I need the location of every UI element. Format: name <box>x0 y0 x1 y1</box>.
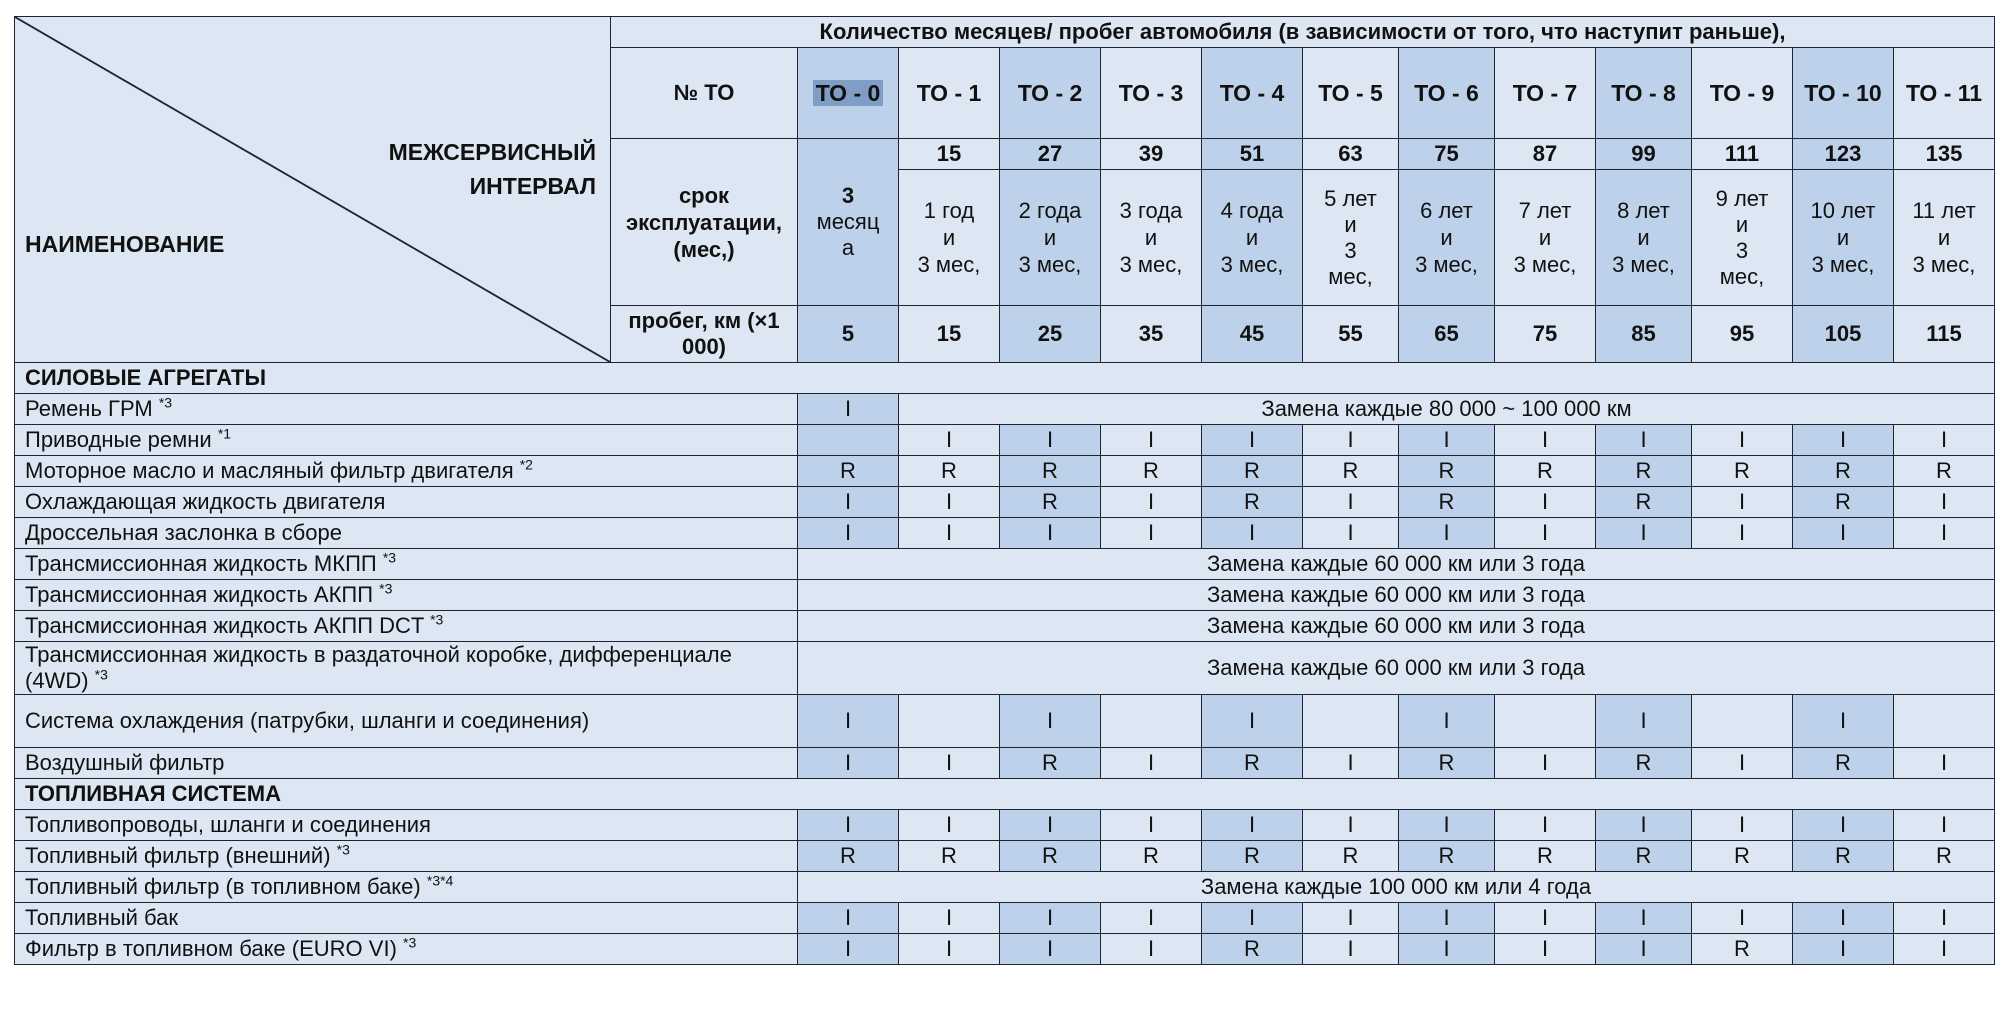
header-diagonal-cell <box>15 17 611 363</box>
cell-to-2: I <box>1000 810 1101 841</box>
term-3 <box>1101 170 1202 306</box>
item-name <box>15 872 798 903</box>
cell-to-8: I <box>1596 903 1692 934</box>
cell-to-8: I <box>1596 934 1692 965</box>
term-4 <box>1202 170 1303 306</box>
replacement-note: Замена каждые 60 000 км или 3 года <box>798 580 1995 611</box>
cell-to-10: I <box>1793 518 1894 549</box>
cell-to-4: I <box>1202 810 1303 841</box>
term-8-line: 3 мес, <box>1612 252 1675 277</box>
term-8 <box>1596 170 1692 306</box>
months-7: 87 <box>1495 139 1596 170</box>
footnote-ref: *3 <box>158 394 173 411</box>
item-name-text: Топливный фильтр (внешний) <box>25 843 331 868</box>
term-9 <box>1692 170 1793 306</box>
term-8-line: и <box>1637 225 1650 250</box>
cell-to-10: I <box>1793 810 1894 841</box>
term-11 <box>1894 170 1995 306</box>
term-to-0 <box>798 139 899 306</box>
item-name <box>15 903 798 934</box>
cell-to-11 <box>1894 695 1995 748</box>
cell-to-2: R <box>1000 487 1101 518</box>
km-11: 115 <box>1894 306 1995 363</box>
term-1-line: 3 мес, <box>917 252 981 277</box>
km-label: пробег, км (×1 000) <box>611 306 798 363</box>
km-10: 105 <box>1793 306 1894 363</box>
cell-to-3 <box>1101 695 1202 748</box>
to-header-0 <box>798 48 899 139</box>
cell-to-10: R <box>1793 456 1894 487</box>
interval-label-line: МЕЖСЕРВИСНЫЙ <box>388 139 596 165</box>
to-header-10: ТО - 10 <box>1793 48 1894 139</box>
item-name-text: Трансмиссионная жидкость АКПП <box>25 582 374 607</box>
cell-to-4: R <box>1202 841 1303 872</box>
cell-to-7: R <box>1495 841 1596 872</box>
cell-to-5: I <box>1303 810 1399 841</box>
cell-to-9: R <box>1692 934 1793 965</box>
cell-to-2: I <box>1000 518 1101 549</box>
term-9-line: 9 лет <box>1715 185 1769 211</box>
cell-to-5: I <box>1303 518 1399 549</box>
cell-to-3: I <box>1101 425 1202 456</box>
item-name-text: Система охлаждения (патрубки, шланги и соединения) <box>25 708 590 733</box>
term-7-line: 7 лет <box>1518 198 1572 223</box>
cell-to-6: R <box>1399 841 1495 872</box>
cell-to-2: I <box>1000 425 1101 456</box>
cell-to-2: R <box>1000 456 1101 487</box>
cell-to-4: R <box>1202 456 1303 487</box>
item-name <box>15 394 798 425</box>
term-4-line: 4 года <box>1220 198 1284 223</box>
name-column-label: НАИМЕНОВАНИЕ <box>25 231 225 257</box>
item-name-text: Топливопроводы, шланги и соединения <box>25 812 431 837</box>
replacement-note: Замена каждые 60 000 км или 3 года <box>798 642 1995 695</box>
term-5-line: мес, <box>1328 263 1373 289</box>
cell-to-5: R <box>1303 456 1399 487</box>
cell-to-11: I <box>1894 487 1995 518</box>
cell-to-10: R <box>1793 748 1894 779</box>
term-2-line: 2 года <box>1018 198 1082 223</box>
cell-to-11: I <box>1894 934 1995 965</box>
term-2-line: и <box>1043 225 1057 250</box>
cell-to-0: I <box>798 810 899 841</box>
term-10-line: 3 мес, <box>1811 252 1875 277</box>
km-2: 25 <box>1000 306 1101 363</box>
term-10-line: 10 лет <box>1810 198 1876 223</box>
term-10 <box>1793 170 1894 306</box>
km-6: 65 <box>1399 306 1495 363</box>
cell-to-1: I <box>899 518 1000 549</box>
cell-to-9: I <box>1692 903 1793 934</box>
table-row <box>15 695 1995 748</box>
months-1: 15 <box>899 139 1000 170</box>
table-row <box>15 748 1995 779</box>
item-name <box>15 642 798 695</box>
to-header-11: ТО - 11 <box>1894 48 1995 139</box>
cell-to-5: I <box>1303 748 1399 779</box>
cell-to-5: I <box>1303 425 1399 456</box>
cell-to-4: R <box>1202 934 1303 965</box>
item-name-text: Дроссельная заслонка в сборе <box>25 520 342 545</box>
months-10: 123 <box>1793 139 1894 170</box>
item-name <box>15 456 798 487</box>
cell-to-5: I <box>1303 487 1399 518</box>
item-name-text: Охлаждающая жидкость двигателя <box>25 489 386 514</box>
cell-to-11: I <box>1894 810 1995 841</box>
cell-to-7: I <box>1495 487 1596 518</box>
cell-to-1: I <box>899 903 1000 934</box>
cell-to-1: R <box>899 456 1000 487</box>
km-5: 55 <box>1303 306 1399 363</box>
cell-to-4: I <box>1202 425 1303 456</box>
item-name <box>15 425 798 456</box>
cell-to-3: R <box>1101 841 1202 872</box>
cell-to-10: I <box>1793 425 1894 456</box>
table-row <box>15 456 1995 487</box>
term-6-line: 6 лет <box>1420 198 1473 223</box>
term-to-0-unit: месяц <box>816 209 880 234</box>
cell-to-0: I <box>798 934 899 965</box>
term-7 <box>1495 170 1596 306</box>
footnote-ref: *3 <box>94 666 108 683</box>
term-10-line: и <box>1836 225 1850 250</box>
cell-to-2: I <box>1000 934 1101 965</box>
cell-to-11: R <box>1894 456 1995 487</box>
cell-to-7: I <box>1495 810 1596 841</box>
table-row <box>15 841 1995 872</box>
header-title: Количество месяцев/ пробег автомобиля (в зависимости от того, что наступит раньше), <box>611 17 1995 48</box>
cell-to-4: I <box>1202 903 1303 934</box>
cell-to-8: R <box>1596 841 1692 872</box>
table-row <box>15 903 1995 934</box>
months-6: 75 <box>1399 139 1495 170</box>
maintenance-table <box>14 16 1995 965</box>
cell-to-2: R <box>1000 748 1101 779</box>
table-row <box>15 611 1995 642</box>
term-7-line: 3 мес, <box>1513 252 1577 277</box>
footnote-ref: *3 <box>403 934 417 951</box>
term-6 <box>1399 170 1495 306</box>
table-row <box>15 394 1995 425</box>
cell-to-11: I <box>1894 903 1995 934</box>
cell-to-6: R <box>1399 748 1495 779</box>
cell-to-9: R <box>1692 456 1793 487</box>
cell-to-1: I <box>899 425 1000 456</box>
term-to-0-value: 3 <box>841 183 855 208</box>
cell-to-1 <box>899 695 1000 748</box>
cell-to-11: R <box>1894 841 1995 872</box>
interval-label <box>389 135 596 203</box>
item-name <box>15 487 798 518</box>
item-name-text: Приводные ремни <box>25 427 212 452</box>
maintenance-schedule <box>14 16 1983 965</box>
table-row <box>15 872 1995 903</box>
months-11: 135 <box>1894 139 1995 170</box>
term-3-line: и <box>1144 225 1158 250</box>
cell-to-3: R <box>1101 456 1202 487</box>
term-1 <box>899 170 1000 306</box>
cell-to-8: R <box>1596 456 1692 487</box>
to-number-label: № ТО <box>611 48 798 139</box>
item-name-text: Топливный бак <box>25 905 179 930</box>
section-title: ТОПЛИВНАЯ СИСТЕМА <box>15 779 1995 810</box>
months-9: 111 <box>1692 139 1793 170</box>
table-row <box>15 518 1995 549</box>
cell-to-0: I <box>798 487 899 518</box>
item-name-text: Трансмиссионная жидкость АКПП DCT <box>25 613 424 638</box>
cell-to-2: I <box>1000 903 1101 934</box>
cell-to-0: I <box>798 695 899 748</box>
term-1-line: 1 год <box>923 198 975 223</box>
cell-to-8: R <box>1596 748 1692 779</box>
cell-to-2: I <box>1000 695 1101 748</box>
footnote-ref: *3 <box>382 549 397 566</box>
cell-to-4: I <box>1202 695 1303 748</box>
item-name <box>15 611 798 642</box>
months-4: 51 <box>1202 139 1303 170</box>
term-4-line: и <box>1245 225 1259 250</box>
cell-to-6: R <box>1399 487 1495 518</box>
item-name <box>15 934 798 965</box>
to-header-4: ТО - 4 <box>1202 48 1303 139</box>
table-row <box>15 934 1995 965</box>
cell-to-3: I <box>1101 934 1202 965</box>
term-5-line: 3 <box>1344 237 1357 263</box>
cell-to-0 <box>798 425 899 456</box>
term-3-line: 3 мес, <box>1119 252 1183 277</box>
term-9-line: 3 <box>1735 237 1749 263</box>
item-name-text: Топливный фильтр (в топливном баке) <box>25 874 421 899</box>
cell-to-2: R <box>1000 841 1101 872</box>
term-2-line: 3 мес, <box>1018 252 1082 277</box>
item-name-text: Воздушный фильтр <box>25 750 225 775</box>
cell-to-11: I <box>1894 748 1995 779</box>
term-11-line: 11 лет <box>1912 198 1976 223</box>
term-5-line: и <box>1344 211 1357 237</box>
cell-to-8: I <box>1596 518 1692 549</box>
cell-to-1: I <box>899 934 1000 965</box>
cell-to-9: I <box>1692 487 1793 518</box>
cell-to-9: I <box>1692 748 1793 779</box>
cell-to-6: I <box>1399 903 1495 934</box>
km-1: 15 <box>899 306 1000 363</box>
term-to-0-unit-end: а <box>841 235 855 260</box>
item-name <box>15 549 798 580</box>
cell-to-3: I <box>1101 903 1202 934</box>
cell-to-11: I <box>1894 425 1995 456</box>
replacement-note: Замена каждые 100 000 км или 4 года <box>798 872 1995 903</box>
footnote-ref: *3 <box>430 611 444 628</box>
cell-to-5: R <box>1303 841 1399 872</box>
cell-to-10: R <box>1793 841 1894 872</box>
months-2: 27 <box>1000 139 1101 170</box>
cell-to-4: R <box>1202 748 1303 779</box>
term-5-line: 5 лет <box>1324 185 1377 211</box>
cell-to-5: I <box>1303 934 1399 965</box>
term-7-line: и <box>1538 225 1552 250</box>
item-name <box>15 841 798 872</box>
term-6-line: 3 мес, <box>1415 252 1478 277</box>
item-name-text: Фильтр в топливном баке (EURO VI) <box>25 936 397 961</box>
section-title: СИЛОВЫЕ АГРЕГАТЫ <box>15 363 1995 394</box>
cell-to-9 <box>1692 695 1793 748</box>
months-8: 99 <box>1596 139 1692 170</box>
cell-to-3: I <box>1101 518 1202 549</box>
cell-to-10: I <box>1793 934 1894 965</box>
cell-to-7: I <box>1495 903 1596 934</box>
cell-to-0: I <box>798 903 899 934</box>
replacement-note: Замена каждые 60 000 км или 3 года <box>798 611 1995 642</box>
cell-to-0: I <box>798 518 899 549</box>
cell-to-4: I <box>1202 518 1303 549</box>
cell-to-3: I <box>1101 487 1202 518</box>
table-row <box>15 580 1995 611</box>
term-9-line: мес, <box>1719 263 1765 289</box>
cell-to-7: I <box>1495 518 1596 549</box>
term-11-line: и <box>1937 225 1951 250</box>
item-name <box>15 518 798 549</box>
term-3-line: 3 года <box>1119 198 1183 223</box>
replacement-note: Замена каждые 60 000 км или 3 года <box>798 549 1995 580</box>
item-name-text: Ремень ГРМ <box>25 396 153 421</box>
cell-to-7: I <box>1495 425 1596 456</box>
cell-to-1: I <box>899 810 1000 841</box>
table-row <box>15 549 1995 580</box>
to-header-7: ТО - 7 <box>1495 48 1596 139</box>
to-header-9: ТО - 9 <box>1692 48 1793 139</box>
table-row <box>15 642 1995 695</box>
to-header-1: ТО - 1 <box>899 48 1000 139</box>
cell-to-7: I <box>1495 748 1596 779</box>
term-5 <box>1303 170 1399 306</box>
cell-to-5: I <box>1303 903 1399 934</box>
to-header-2: ТО - 2 <box>1000 48 1101 139</box>
cell-to-8: I <box>1596 810 1692 841</box>
cell-to-4: R <box>1202 487 1303 518</box>
item-name-text: Трансмиссионная жидкость в раздаточной коробке, дифференциале (4WD) <box>25 642 732 693</box>
months-3: 39 <box>1101 139 1202 170</box>
item-name-text: Моторное масло и масляный фильтр двигателя <box>25 458 514 483</box>
cell-to-0: I <box>798 748 899 779</box>
km-0: 5 <box>798 306 899 363</box>
cell-to-6: R <box>1399 456 1495 487</box>
replacement-note: Замена каждые 80 000 ~ 100 000 км <box>899 394 1995 425</box>
cell-to-9: R <box>1692 841 1793 872</box>
cell-to-5 <box>1303 695 1399 748</box>
term-4-line: 3 мес, <box>1220 252 1284 277</box>
cell-to-7 <box>1495 695 1596 748</box>
footnote-ref: *3 <box>379 580 393 597</box>
cell-to-10: I <box>1793 903 1894 934</box>
km-4: 45 <box>1202 306 1303 363</box>
cell-to-1: I <box>899 487 1000 518</box>
item-name <box>15 810 798 841</box>
footnote-ref: *3*4 <box>426 872 454 889</box>
cell-to-6: I <box>1399 934 1495 965</box>
interval-label-line: ИНТЕРВАЛ <box>469 173 596 199</box>
to-0-highlight: ТО - 0 <box>813 80 884 106</box>
term-11-line: 3 мес, <box>1912 252 1976 277</box>
km-7: 75 <box>1495 306 1596 363</box>
cell-to-0: R <box>798 841 899 872</box>
cell-to-6: I <box>1399 425 1495 456</box>
cell-to-6: I <box>1399 695 1495 748</box>
cell-to-9: I <box>1692 518 1793 549</box>
to-header-6: ТО - 6 <box>1399 48 1495 139</box>
cell-to-1: R <box>899 841 1000 872</box>
months-5: 63 <box>1303 139 1399 170</box>
cell-to-7: I <box>1495 934 1596 965</box>
cell-to-7: R <box>1495 456 1596 487</box>
cell-to-8: I <box>1596 695 1692 748</box>
term-1-line: и <box>942 225 956 250</box>
term-label: срок эксплуатации, (мес,) <box>611 139 798 306</box>
footnote-ref: *3 <box>336 841 350 858</box>
cell-to-6: I <box>1399 518 1495 549</box>
cell-to-3: I <box>1101 748 1202 779</box>
term-6-line: и <box>1440 225 1453 250</box>
cell-to-9: I <box>1692 810 1793 841</box>
footnote-ref: *2 <box>519 456 533 473</box>
term-9-line: и <box>1735 211 1749 237</box>
cell-to-10: R <box>1793 487 1894 518</box>
item-name <box>15 580 798 611</box>
table-row <box>15 425 1995 456</box>
cell-to-8: R <box>1596 487 1692 518</box>
cell-to-0: I <box>798 394 899 425</box>
term-8-line: 8 лет <box>1617 198 1670 223</box>
to-header-5: ТО - 5 <box>1303 48 1399 139</box>
cell-to-3: I <box>1101 810 1202 841</box>
item-name-text: Трансмиссионная жидкость МКПП <box>25 551 377 576</box>
km-8: 85 <box>1596 306 1692 363</box>
km-9: 95 <box>1692 306 1793 363</box>
cell-to-9: I <box>1692 425 1793 456</box>
table-row <box>15 487 1995 518</box>
cell-to-1: I <box>899 748 1000 779</box>
km-3: 35 <box>1101 306 1202 363</box>
term-2 <box>1000 170 1101 306</box>
to-header-3: ТО - 3 <box>1101 48 1202 139</box>
item-name <box>15 748 798 779</box>
cell-to-11: I <box>1894 518 1995 549</box>
cell-to-0: R <box>798 456 899 487</box>
table-row <box>15 810 1995 841</box>
cell-to-8: I <box>1596 425 1692 456</box>
footnote-ref: *1 <box>217 425 232 442</box>
to-header-8: ТО - 8 <box>1596 48 1692 139</box>
cell-to-6: I <box>1399 810 1495 841</box>
cell-to-10: I <box>1793 695 1894 748</box>
item-name <box>15 695 798 748</box>
